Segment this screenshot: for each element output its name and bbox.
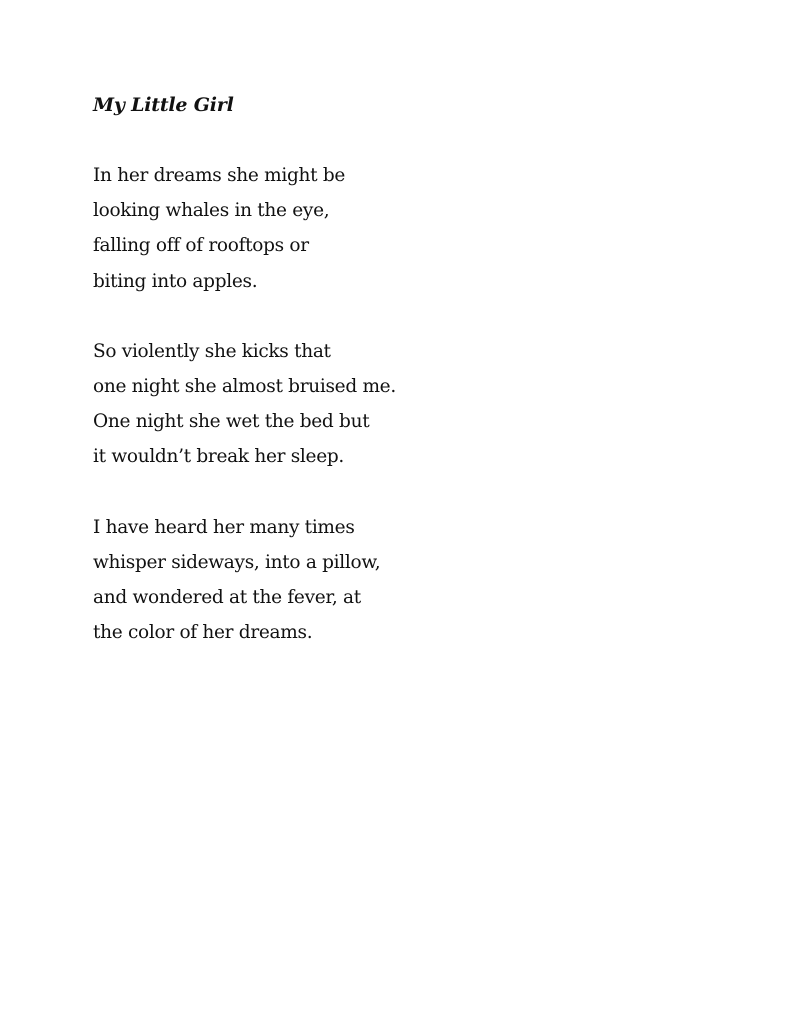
poem-line: looking whales in the eye, (93, 200, 330, 222)
document-page (93, 88, 733, 685)
poem-line: and wondered at the fever, at (93, 587, 361, 609)
poem-title: My Little Girl (93, 94, 234, 116)
poem-line: biting into apples. (93, 270, 258, 292)
poem-line: whisper sideways, into a pillow, (93, 551, 381, 573)
poem-line: one night she almost bruised me. (93, 376, 396, 398)
poem-line: it wouldn’t break her sleep. (93, 446, 344, 468)
stanza-1 (93, 158, 733, 299)
poem-line: falling off of rooftops or (93, 235, 309, 257)
poem-line: I have heard her many times (93, 516, 355, 538)
stanza-3 (93, 510, 733, 651)
poem-line: In her dreams she might be (93, 165, 346, 186)
stanza-2 (93, 334, 733, 475)
poem-line: So violently she kicks that (93, 340, 331, 362)
poem-line: the color of her dreams. (93, 622, 313, 644)
poem-line: One night she wet the bed but (93, 411, 370, 433)
